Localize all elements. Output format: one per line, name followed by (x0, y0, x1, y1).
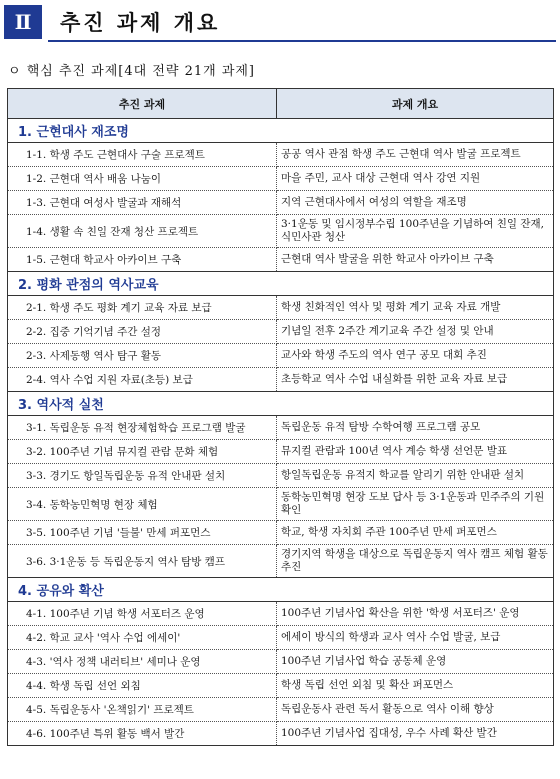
section-title: 추진 과제 개요 (60, 11, 221, 35)
task-name: 2-1. 학생 주도 평화 계기 교육 자료 보급 (8, 296, 277, 320)
task-summary: 공공 역사 관점 학생 주도 근현대 역사 발굴 프로젝트 (277, 143, 554, 167)
category-title: 2. 평화 관점의 역사교육 (8, 272, 554, 296)
table-row (8, 248, 554, 272)
task-name: 4-6. 100주년 특위 활동 백서 발간 (8, 722, 277, 746)
header-underline (48, 40, 556, 42)
task-name: 2-4. 역사 수업 지원 자료(초등) 보급 (8, 368, 277, 392)
task-name: 3-1. 독립운동 유적 현장체험학습 프로그램 발굴 (8, 416, 277, 440)
task-summary: 지역 근현대사에서 여성의 역할을 재조명 (277, 191, 554, 215)
task-name: 2-3. 사제동행 역사 탐구 활동 (8, 344, 277, 368)
category-title: 3. 역사적 실천 (8, 392, 554, 416)
table-row (8, 215, 554, 248)
table-row (8, 344, 554, 368)
table-row (8, 674, 554, 698)
table-row (8, 464, 554, 488)
task-summary: 항일독립운동 유적지 학교를 알리기 위한 안내판 설치 (277, 464, 554, 488)
task-summary: 학교, 학생 자치회 주관 100주년 만세 퍼포먼스 (277, 521, 554, 545)
task-summary: 경기지역 학생을 대상으로 독립운동지 역사 캠프 체험 활동 추진 (277, 545, 554, 578)
task-summary: 독립운동 유적 탐방 수학여행 프로그램 공모 (277, 416, 554, 440)
table-row (8, 368, 554, 392)
table-row (8, 521, 554, 545)
task-summary: 100주년 기념사업 학습 공동체 운영 (277, 650, 554, 674)
tasks-table (7, 88, 554, 746)
table-row (8, 698, 554, 722)
task-summary: 독립운동사 관련 독서 활동으로 역사 이해 향상 (277, 698, 554, 722)
task-name: 2-2. 집중 기억기념 주간 설정 (8, 320, 277, 344)
task-name: 1-4. 생활 속 친일 잔재 청산 프로젝트 (8, 215, 277, 248)
task-name: 1-5. 근현대 학교사 아카이브 구축 (8, 248, 277, 272)
task-name: 3-6. 3·1운동 등 독립운동지 역사 탐방 캠프 (8, 545, 277, 578)
table-row (8, 143, 554, 167)
task-name: 4-2. 학교 교사 '역사 수업 에세이' (8, 626, 277, 650)
task-name: 3-2. 100주년 기념 뮤지컬 관람 문화 체험 (8, 440, 277, 464)
task-name: 3-5. 100주년 기념 '들불' 만세 퍼포먼스 (8, 521, 277, 545)
task-summary: 3·1운동 및 임시정부수립 100주년을 기념하여 친일 잔재, 식민사관 청산 (277, 215, 554, 248)
task-name: 3-4. 동학농민혁명 현장 체험 (8, 488, 277, 521)
table-row (8, 320, 554, 344)
task-name: 4-4. 학생 독립 선언 외침 (8, 674, 277, 698)
task-summary: 에세이 방식의 학생과 교사 역사 수업 발굴, 보급 (277, 626, 554, 650)
task-summary: 100주년 기념사업 집대성, 우수 사례 확산 발간 (277, 722, 554, 746)
section-header (4, 5, 556, 43)
task-summary: 동학농민혁명 현장 도보 답사 등 3·1운동과 민주주의 기원 확인 (277, 488, 554, 521)
task-name: 4-5. 독립운동사 '온책읽기' 프로젝트 (8, 698, 277, 722)
task-summary: 학생 독립 선언 외침 및 확산 퍼포먼스 (277, 674, 554, 698)
task-summary: 마을 주민, 교사 대상 근현대 역사 강연 지원 (277, 167, 554, 191)
task-summary: 100주년 기념사업 확산을 위한 '학생 서포터즈' 운영 (277, 602, 554, 626)
task-summary: 교사와 학생 주도의 역사 연구 공모 대회 추진 (277, 344, 554, 368)
table-body (8, 119, 554, 746)
table-row (8, 626, 554, 650)
task-name: 4-1. 100주년 기념 학생 서포터즈 운영 (8, 602, 277, 626)
column-header-summary: 과제 개요 (277, 89, 554, 119)
task-name: 4-3. '역사 정책 내러티브' 세미나 운영 (8, 650, 277, 674)
task-name: 1-3. 근현대 여성사 발굴과 재해석 (8, 191, 277, 215)
table-row (8, 722, 554, 746)
table-row (8, 545, 554, 578)
table-row (8, 191, 554, 215)
table-row (8, 650, 554, 674)
table-row (8, 440, 554, 464)
column-header-name: 추진 과제 (8, 89, 277, 119)
subtitle: ㅇ 핵심 추진 과제[4대 전략 21개 과제] (8, 64, 256, 79)
table-row (8, 416, 554, 440)
task-name: 3-3. 경기도 항일독립운동 유적 안내판 설치 (8, 464, 277, 488)
task-summary: 뮤지컬 관람과 100년 역사 계승 학생 선언문 발표 (277, 440, 554, 464)
category-row (8, 119, 554, 143)
task-name: 1-1. 학생 주도 근현대사 구술 프로젝트 (8, 143, 277, 167)
category-row (8, 272, 554, 296)
table-row (8, 167, 554, 191)
table-row (8, 296, 554, 320)
category-title: 1. 근현대사 재조명 (8, 119, 554, 143)
category-title: 4. 공유와 확산 (8, 578, 554, 602)
task-summary: 근현대 역사 발굴을 위한 학교사 아카이브 구축 (277, 248, 554, 272)
section-number-badge: Ⅱ (4, 5, 42, 39)
category-row (8, 578, 554, 602)
task-summary: 학생 친화적인 역사 및 평화 계기 교육 자료 개발 (277, 296, 554, 320)
table-row (8, 488, 554, 521)
category-row (8, 392, 554, 416)
task-summary: 초등학교 역사 수업 내실화를 위한 교육 자료 보급 (277, 368, 554, 392)
task-summary: 기념일 전후 2주간 계기교육 주간 설정 및 안내 (277, 320, 554, 344)
task-name: 1-2. 근현대 역사 배움 나눔이 (8, 167, 277, 191)
table-header-row (8, 89, 554, 119)
table-row (8, 602, 554, 626)
